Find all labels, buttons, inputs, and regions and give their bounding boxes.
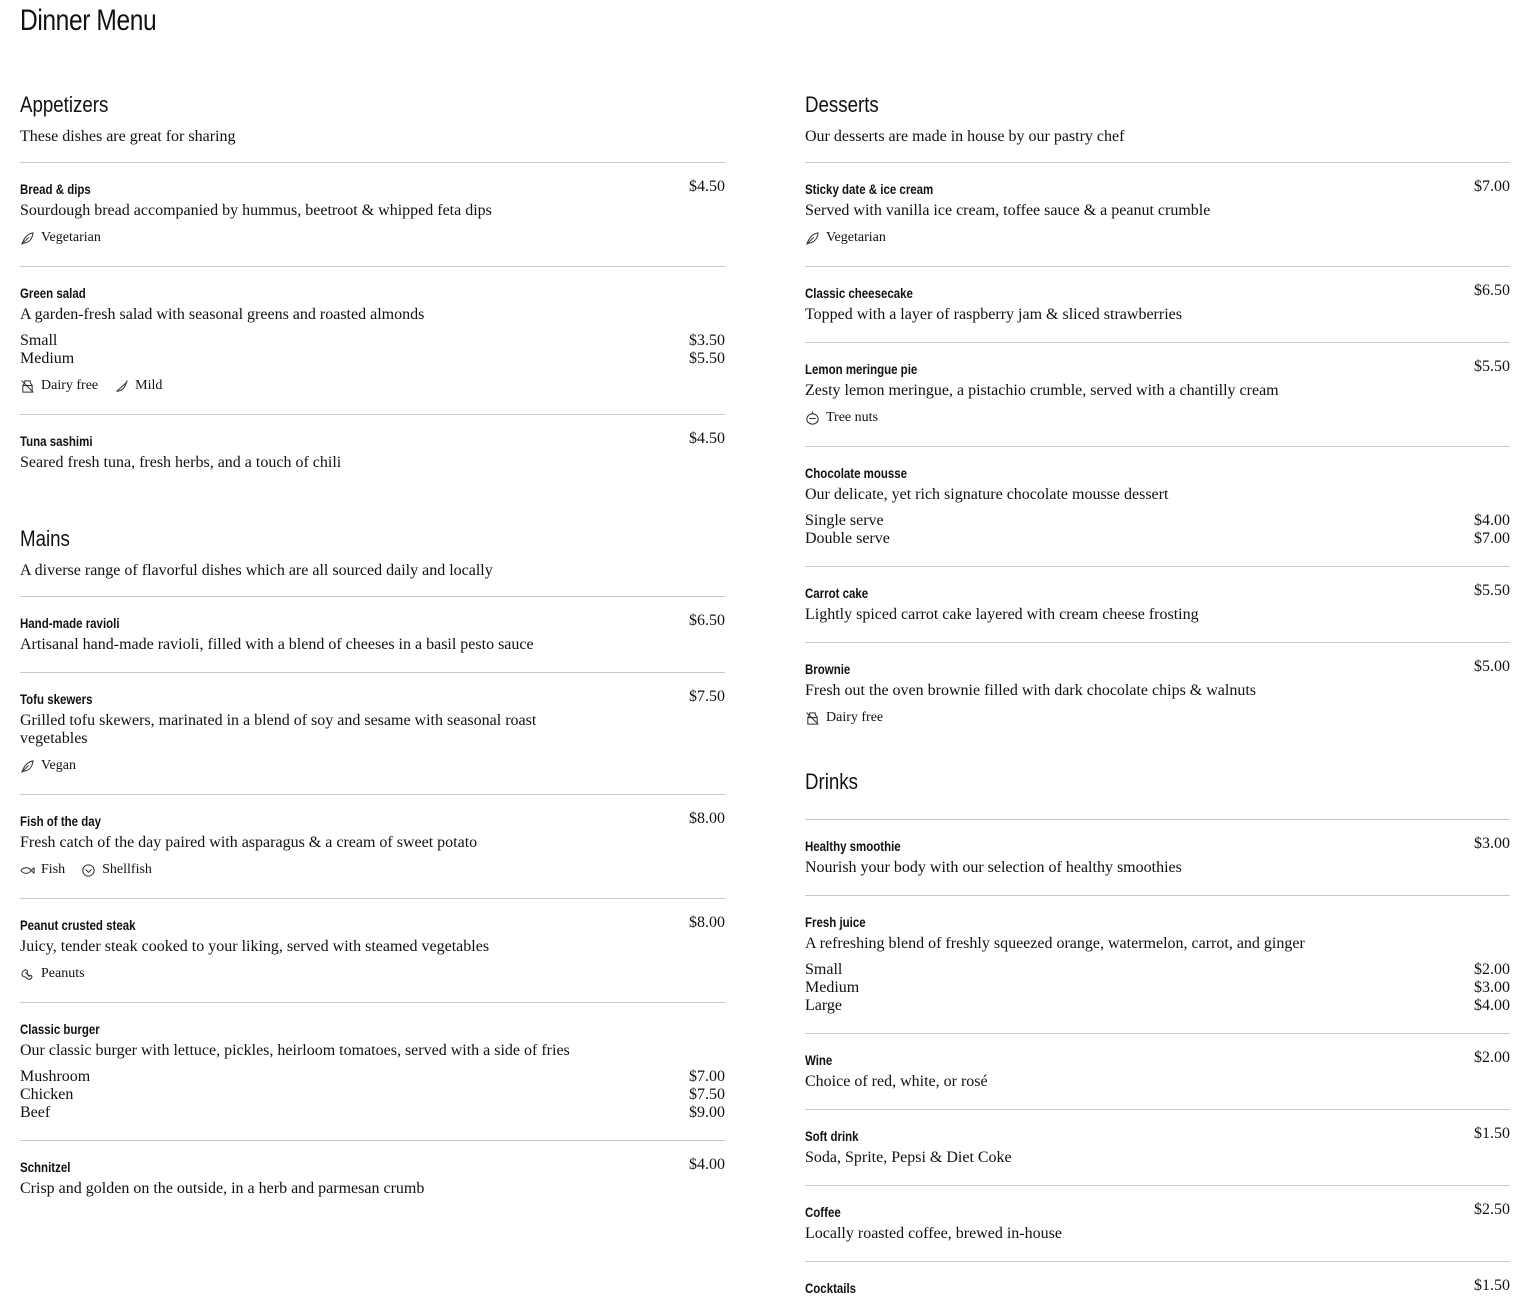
item-description: Soda, Sprite, Pepsi & Diet Coke (805, 1149, 1012, 1166)
menu-item-tuna-sashimi (20, 414, 725, 490)
item-header (20, 1157, 725, 1177)
menu-item-tofu-skewers (20, 672, 725, 794)
milk-carton-icon (805, 711, 820, 726)
item-price: $4.50 (689, 430, 725, 447)
menu-item-list (805, 162, 1510, 746)
item-header (20, 283, 725, 303)
item-name: Sticky date & ice cream (805, 181, 934, 197)
variant-row (20, 1068, 725, 1086)
item-price: $2.50 (1474, 1201, 1510, 1218)
item-price: $8.00 (689, 810, 725, 827)
item-name: Tuna sashimi (20, 433, 93, 449)
tag-label: Shellfish (102, 862, 152, 877)
dietary-tags (20, 376, 725, 396)
section-drinks (805, 767, 1510, 1316)
nut-icon (805, 411, 820, 426)
item-name: Classic cheesecake (805, 285, 913, 301)
variant-row (805, 530, 1510, 548)
item-header (805, 179, 1510, 199)
item-header (20, 915, 725, 935)
variant-row (20, 332, 725, 350)
item-description: Fresh catch of the day paired with asparagus & a cream of sweet potato (20, 834, 478, 851)
item-description: Served with vanilla ice cream, toffee sauce & a peanut crumble (805, 202, 1211, 219)
section-appetizers (20, 90, 725, 490)
menu-item-carrot-cake (805, 566, 1510, 642)
item-variants (20, 1068, 725, 1122)
item-price: $5.50 (1474, 358, 1510, 375)
item-name: Fish of the day (20, 813, 102, 829)
item-description: Fresh out the oven brownie filled with dark chocolate chips & walnuts (805, 682, 1257, 699)
shell-icon (81, 863, 96, 878)
item-name: Bread & dips (20, 181, 91, 197)
variant-price: $7.00 (1474, 530, 1510, 547)
section-desserts (805, 90, 1510, 746)
item-price: $5.00 (1474, 658, 1510, 675)
variant-price: $4.00 (1474, 997, 1510, 1014)
menu-item-classic-burger (20, 1002, 725, 1140)
item-variants (20, 332, 725, 368)
item-price: $4.00 (689, 1156, 725, 1173)
tag-label: Dairy free (826, 710, 884, 725)
item-name: Brownie (805, 661, 851, 677)
section-title: Desserts (805, 92, 879, 117)
section-title: Mains (20, 526, 70, 551)
leaf-icon (20, 759, 35, 774)
item-price: $1.50 (1474, 1125, 1510, 1142)
tag-label: Vegetarian (826, 230, 886, 245)
dietary-tags (805, 408, 1510, 428)
item-name: Cocktails (805, 1280, 857, 1296)
variant-price: $3.50 (689, 332, 725, 349)
dietary-tag (20, 966, 85, 982)
item-header (20, 689, 725, 709)
tag-label: Fish (41, 862, 66, 877)
dietary-tags (805, 708, 1510, 728)
variant-row (20, 1086, 725, 1104)
variant-row (805, 961, 1510, 979)
menu-item-healthy-smoothie (805, 819, 1510, 895)
item-name: Wine (805, 1052, 833, 1068)
variant-row (20, 350, 725, 368)
item-name: Hand-made ravioli (20, 615, 120, 631)
item-price: $6.50 (689, 612, 725, 629)
item-header (805, 359, 1510, 379)
dietary-tag (20, 378, 98, 394)
menu-item-chocolate-mousse (805, 446, 1510, 566)
section-title: Drinks (805, 769, 858, 794)
dietary-tags (805, 228, 1510, 248)
tag-label: Mild (135, 378, 163, 393)
dietary-tags (20, 756, 725, 776)
page-title: Dinner Menu (20, 4, 157, 37)
item-price: $7.00 (1474, 178, 1510, 195)
menu-item-schnitzel (20, 1140, 725, 1216)
fish-icon (20, 863, 35, 878)
item-header (20, 811, 725, 831)
item-header (805, 1050, 1510, 1070)
item-header (805, 583, 1510, 603)
item-header (805, 463, 1510, 483)
variant-label: Beef (20, 1104, 51, 1121)
menu-item-bread-dips (20, 162, 725, 266)
tag-label: Vegan (41, 758, 76, 773)
item-description: Zesty lemon meringue, a pistachio crumble, served with a chantilly cream (805, 382, 1279, 399)
item-name: Green salad (20, 285, 86, 301)
chili-icon (114, 379, 129, 394)
item-description: Sourdough bread accompanied by hummus, beetroot & whipped feta dips (20, 202, 492, 219)
tag-label: Vegetarian (41, 230, 101, 245)
item-description: Lightly spiced carrot cake layered with cream cheese frosting (805, 606, 1199, 623)
item-name: Schnitzel (20, 1159, 71, 1175)
item-description: Seared fresh tuna, fresh herbs, and a touch of chili (20, 454, 342, 471)
variant-row (805, 512, 1510, 530)
menu-item-sticky-date-ice-cream (805, 162, 1510, 266)
variant-price: $7.50 (689, 1086, 725, 1103)
item-description: Our delicate, yet rich signature chocolate mousse dessert (805, 486, 1169, 503)
dietary-tag (20, 862, 65, 878)
dietary-tags (20, 228, 725, 248)
item-header (20, 179, 725, 199)
item-name: Chocolate mousse (805, 465, 908, 481)
item-description: Topped with a layer of raspberry jam & sliced strawberries (805, 306, 1182, 323)
variant-row (805, 997, 1510, 1015)
milk-carton-icon (20, 379, 35, 394)
dietary-tags (20, 964, 725, 984)
item-description: Choice of red, white, or rosé (805, 1073, 988, 1090)
item-name: Peanut crusted steak (20, 917, 136, 933)
item-description: Locally roasted coffee, brewed in-house (805, 1225, 1062, 1242)
item-price: $5.50 (1474, 582, 1510, 599)
dietary-tag (805, 410, 878, 426)
item-description: Our classic burger with lettuce, pickles, heirloom tomatoes, served with a side of fries (20, 1042, 570, 1059)
item-description: A garden-fresh salad with seasonal greens and roasted almonds (20, 306, 425, 323)
item-name: Soft drink (805, 1128, 859, 1144)
item-name: Coffee (805, 1204, 841, 1220)
tag-label: Tree nuts (826, 410, 878, 425)
tag-label: Dairy free (41, 378, 99, 393)
leaf-icon (805, 231, 820, 246)
item-description: A refreshing blend of freshly squeezed orange, watermelon, carrot, and ginger (805, 935, 1305, 952)
variant-price: $2.00 (1474, 961, 1510, 978)
menu-item-cocktails (805, 1261, 1510, 1316)
menu-item-classic-cheesecake (805, 266, 1510, 342)
menu-item-brownie (805, 642, 1510, 746)
item-name: Tofu skewers (20, 691, 93, 707)
item-header (805, 912, 1510, 932)
item-header (805, 1202, 1510, 1222)
item-name: Classic burger (20, 1021, 100, 1037)
item-header (805, 1126, 1510, 1146)
item-header (805, 283, 1510, 303)
item-header (805, 836, 1510, 856)
menu-item-peanut-crusted-steak (20, 898, 725, 1002)
variant-label: Small (805, 961, 843, 978)
variant-price: $4.00 (1474, 512, 1510, 529)
section-title: Appetizers (20, 92, 109, 117)
peanut-icon (20, 967, 35, 982)
item-header (805, 1278, 1510, 1298)
item-name: Fresh juice (805, 914, 866, 930)
item-price: $7.50 (689, 688, 725, 705)
item-variants (805, 512, 1510, 548)
item-header (20, 431, 725, 451)
section-description: Our desserts are made in house by our pastry chef (805, 128, 1125, 145)
item-price: $4.50 (689, 178, 725, 195)
variant-row (20, 1104, 725, 1122)
item-variants (805, 961, 1510, 1015)
item-description: Artisanal hand-made ravioli, filled with a blend of cheeses in a basil pesto sauce (20, 636, 534, 653)
item-description: Juicy, tender steak cooked to your liking, served with steamed vegetables (20, 938, 490, 955)
dietary-tag (114, 378, 162, 394)
menu-item-lemon-meringue-pie (805, 342, 1510, 446)
dietary-tag (20, 758, 76, 774)
item-header (805, 659, 1510, 679)
item-header (20, 613, 725, 633)
leaf-icon (20, 231, 35, 246)
variant-price: $5.50 (689, 350, 725, 367)
menu-item-green-salad (20, 266, 725, 414)
variant-label: Double serve (805, 530, 890, 547)
variant-label: Medium (20, 350, 75, 367)
variant-price: $9.00 (689, 1104, 725, 1121)
dietary-tag (81, 862, 152, 878)
item-name: Healthy smoothie (805, 838, 901, 854)
item-name: Carrot cake (805, 585, 869, 601)
variant-price: $3.00 (1474, 979, 1510, 996)
menu-item-list (20, 596, 725, 1216)
item-price: $8.00 (689, 914, 725, 931)
item-price: $2.00 (1474, 1049, 1510, 1066)
dietary-tag (805, 710, 883, 726)
menu-item-wine (805, 1033, 1510, 1109)
item-name: Lemon meringue pie (805, 361, 918, 377)
tag-label: Peanuts (41, 966, 85, 981)
item-description: Grilled tofu skewers, marinated in a blend of soy and sesame with seasonal roast vegetables (20, 712, 537, 747)
dietary-tags (20, 860, 725, 880)
menu-item-fish-of-the-day (20, 794, 725, 898)
menu-item-list (20, 162, 725, 490)
variant-label: Large (805, 997, 843, 1014)
variant-label: Small (20, 332, 58, 349)
variant-label: Mushroom (20, 1068, 91, 1085)
section-description: These dishes are great for sharing (20, 128, 236, 145)
item-price: $1.50 (1474, 1277, 1510, 1294)
item-description: Nourish your body with our selection of healthy smoothies (805, 859, 1182, 876)
dietary-tag (20, 230, 101, 246)
item-description: Crisp and golden on the outside, in a herb and parmesan crumb (20, 1180, 425, 1197)
menu-item-coffee (805, 1185, 1510, 1261)
menu-item-soft-drink (805, 1109, 1510, 1185)
dietary-tag (805, 230, 886, 246)
variant-row (805, 979, 1510, 997)
variant-price: $7.00 (689, 1068, 725, 1085)
variant-label: Medium (805, 979, 860, 996)
variant-label: Single serve (805, 512, 884, 529)
item-header (20, 1019, 725, 1039)
section-mains (20, 524, 725, 1216)
item-price: $6.50 (1474, 282, 1510, 299)
variant-label: Chicken (20, 1086, 74, 1103)
menu-item-hand-made-ravioli (20, 596, 725, 672)
menu-item-list (805, 819, 1510, 1316)
menu-item-fresh-juice (805, 895, 1510, 1033)
item-price: $3.00 (1474, 835, 1510, 852)
section-description: A diverse range of flavorful dishes which are all sourced daily and locally (20, 562, 493, 579)
